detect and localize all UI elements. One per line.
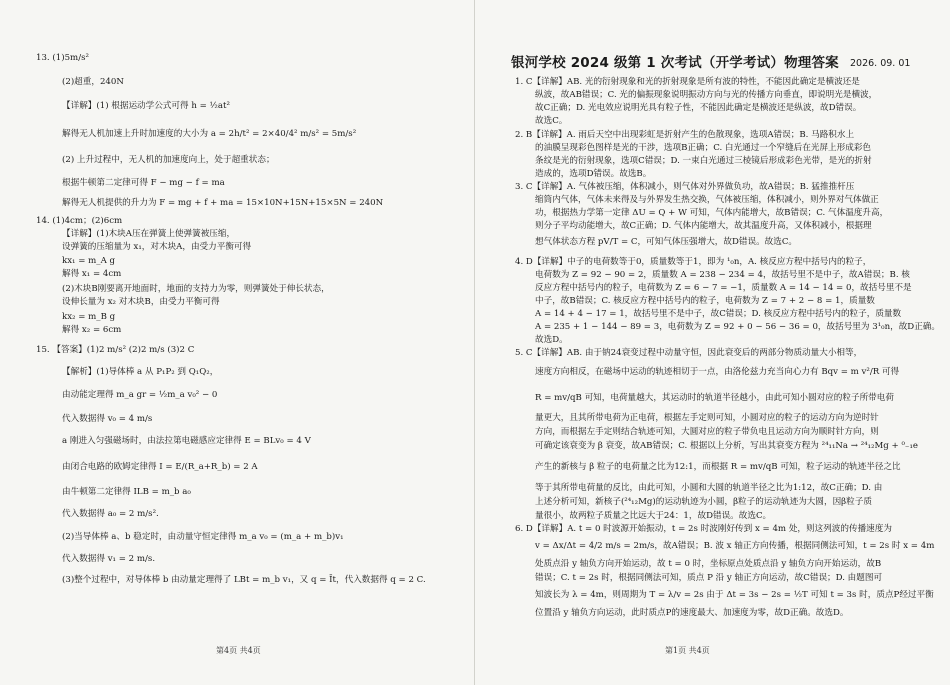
answer-line: (2) 上升过程中，无人机的加速度向上，处于超重状态； <box>62 155 275 165</box>
answer-line: (2)当导体棒 a、b 稳定时，由动量守恒定律得 m_a v₀ = (m_a + m_b)v₁ <box>62 532 344 542</box>
answer-line: 造成的，选项D错误。故选B。 <box>535 169 652 179</box>
answer-line: 代入数据得 a₀ = 2 m/s². <box>62 509 159 519</box>
answer-line: 故选D。 <box>535 335 568 345</box>
answer-line: 可确定该衰变为 β 衰变，故AB错误；C. 根据以上分析，写出其衰变方程为 ²⁴₁₁Na → ²⁴₁₂Mg + ⁰₋₁e <box>535 441 918 451</box>
answer-line: 上述分析可知，新核子(²⁴₁₂Mg)的运动轨迹为小圆，β粒子的运动轨迹为大圆，因β粒子质 <box>535 497 872 507</box>
answer-line: 由闭合电路的欧姆定律得 I = E/(R_a+R_b) = 2 A <box>62 462 258 472</box>
answer-line: 条纹是光的衍射现象，选项C错误；D. 一束白光通过三棱镜后形成彩色光带，是光的折射 <box>535 156 872 166</box>
answer-line: 方向，而根据左手定则结合轨迹可知，大圆对应的粒子带负电且运动方向为顺时针方向，则 <box>535 427 879 437</box>
answer-line: 解得 x₁ = 4cm <box>62 269 122 279</box>
answer-line: 等于其所带电荷量的反比，由此可知，小圆和大圆的轨道半径之比为1:12，故C正确；D. 由 <box>535 483 883 493</box>
answer-line: 解得无人机加速上升时加速度的大小为 a = 2h/t² = 2×40/4² m/s² = 5m/s² <box>62 129 357 139</box>
answer-line: 解得无人机提供的升力为 F = mg + f + ma = 15×10N+15N+15×5N = 240N <box>62 198 384 208</box>
answer-line: (3)整个过程中，对导体棒 b 由动量定理得了 LBt = m_b v₁，又 q = Īt，代入数据得 q = 2 C. <box>62 575 426 585</box>
answer-line: 根据牛顿第二定律可得 F − mg − f = ma <box>62 178 225 188</box>
answer-line: 【详解】(1)木块A压在弹簧上使弹簧被压缩， <box>62 229 236 239</box>
document-date: 2026. 09. 01 <box>850 58 911 69</box>
answer-line: 设弹簧的压缩量为 x₁，对木块A，由受力平衡可得 <box>62 242 252 252</box>
answer-line: 缩筒内气体，气体未来得及与外界发生热交换，气体被压缩，体积减小，则外界对气体做正 <box>535 195 879 205</box>
answer-line: 【解析】(1)导体棒 a 从 P₁P₂ 到 Q₁Q₂， <box>62 367 219 377</box>
answer-line: A = 14 + 4 − 17 = 1，故括号里不是中子，故C错误；D. 核反应方程中括号内的粒子，质量数 <box>535 309 902 319</box>
answer-line: kx₁ = m_A g <box>62 256 116 266</box>
answer-line: 中子，故B错误；C. 核反应方程中括号内的粒子，电荷数为 Z = 7 + 2 − 8 = 1，质量数 <box>535 296 875 306</box>
right-page <box>475 0 950 685</box>
answer-line: 5. C【详解】AB. 由于钠24衰变过程中动量守恒，因此衰变后的两部分物质动量大小相等， <box>515 348 863 358</box>
answer-line: 位置沿 y 轴负方向运动，此时质点P的速度最大、加速度为零，故D正确。故选D。 <box>535 608 849 618</box>
answer-line: 反应方程中括号内的粒子，电荷数为 Z = 6 − 7 = −1，质量数 A = 14 − 14 = 0，故括号里不是 <box>535 283 912 293</box>
answer-line: 设伸长量为 x₂ 对木块B，由受力平衡可得 <box>62 297 220 307</box>
answer-line: 2. B【详解】A. 雨后天空中出现彩虹是折射产生的色散现象，选项A错误；B. 马路积水上 <box>515 130 855 140</box>
answer-line: 处质点沿 y 轴负方向开始运动，故 t = 0 时，坐标原点处质点沿 y 轴负方向开始运动，故B <box>535 559 882 569</box>
answer-line: 代入数据得 v₁ = 2 m/s. <box>62 554 156 564</box>
answer-line: a 刚进入匀强磁场时，由法拉第电磁感应定律得 E = BLv₀ = 4 V <box>62 436 311 446</box>
answer-line: 由动能定理得 m_a gr = ½m_a v₀² − 0 <box>62 390 218 400</box>
answer-line: A = 235 + 1 − 144 − 89 = 3，电荷数为 Z = 92 + 0 − 56 − 36 = 0，故括号里为 3¹₀n，故D正确。 <box>535 322 940 332</box>
answer-line: 【详解】(1) 根据运动学公式可得 h = ½at² <box>62 101 230 111</box>
answer-line: 功，根据热力学第一定律 ΔU = Q + W 可知，气体内能增大，故B错误；C. 气体温度升高， <box>535 208 889 218</box>
answer-line: 1. C【详解】AB. 光的衍射现象和光的折射现象是所有波的特性，不能因此确定是横波还是 <box>515 77 860 87</box>
answer-line: 则分子平均动能增大，故C正确；D. 气体内能增大，故其温度升高，又体积减小，根据理 <box>535 221 872 231</box>
answer-line: 纵波，故AB错误；C. 光的偏振现象说明振动方向与光的传播方向垂直，即说明光是横波， <box>535 90 878 100</box>
answer-line: v = Δx/Δt = 4/2 m/s = 2m/s，故A错误；B. 波 x 轴正方向传播，根据同侧法可知，t = 2s 时 x = 4m <box>535 541 935 551</box>
document-title: 银河学校 2024 级第 1 次考试（开学考试）物理答案 <box>511 55 839 71</box>
answer-line: 故选C。 <box>535 116 568 126</box>
answer-line: 电荷数为 Z = 92 − 90 = 2，质量数 A = 238 − 234 = 4，故括号里不是中子，故A错误；B. 核 <box>535 270 910 280</box>
answer-line: 3. C【详解】A. 气体被压缩，体积减小，则气体对外界做负功，故A错误；B. 猛推推杆压 <box>515 182 855 192</box>
left-page-footer: 第4页 共4页 <box>216 646 261 655</box>
answer-line: 由牛顿第二定律得 ILB = m_b a₀ <box>62 487 191 497</box>
answer-line: (2)木块B刚要离开地面时，地面的支持力为零，则弹簧处于伸长状态， <box>62 284 330 294</box>
answer-line: 错误；C. t = 2s 时，根据同侧法可知，质点 P 沿 y 轴正方向运动，故C错误；D. 由题图可 <box>535 573 883 583</box>
answer-line: 4. D【详解】中子的电荷数等于0，质量数等于1，即为 ¹₀n，A. 核反应方程中括号内的粒子， <box>515 257 872 267</box>
answer-line: 速度方向相反，在磁场中运动的轨迹相切于一点，由洛伦兹力充当向心力有 Bqv = m v²/R 可得 <box>535 367 900 377</box>
answer-line: R = mv/qB 可知，电荷量越大，其运动时的轨道半径越小，由此可知小圆对应的粒子所带电荷 <box>535 393 894 403</box>
answer-line: 知波长为 λ = 4m，则周期为 T = λ/v = 2s 由于 Δt = 3s − 2s = ½T 可知 t = 3s 时，质点P经过平衡 <box>535 590 934 600</box>
answer-line: 产生的新核与 β 粒子的电荷量之比为12:1，而根据 R = mv/qB 可知，粒子运动的轨迹半径之比 <box>535 462 901 472</box>
answer-line: 解得 x₂ = 6cm <box>62 325 122 335</box>
answer-line: 6. D【详解】A. t = 0 时波源开始振动，t = 2s 时波刚好传到 x = 4m 处，则这列波的传播速度为 <box>515 524 892 534</box>
answer-line: 的油膜呈现彩色图样是光的干涉，选项B正确；C. 白光通过一个窄缝后在光屏上形成彩色 <box>535 143 872 153</box>
answer-line: 14. (1)4cm；(2)6cm <box>36 216 123 226</box>
answer-line: 代入数据得 v₀ = 4 m/s <box>62 414 153 424</box>
answer-line: (2)超重，240N <box>62 77 124 87</box>
answer-line: 15. 【答案】(1)2 m/s² (2)2 m/s (3)2 C <box>36 345 195 355</box>
answer-line: 量很小，故两粒子质量之比远大于24：1，故D错误。故选C。 <box>535 511 772 521</box>
answer-line: 量更大，且其所带电荷为正电荷，根据左手定则可知，小圆对应的粒子的运动方向为逆时针 <box>535 413 879 423</box>
answer-line: 13. (1)5m/s² <box>36 53 89 63</box>
answer-line: kx₂ = m_B g <box>62 312 116 322</box>
right-page-footer: 第1页 共4页 <box>665 646 710 655</box>
answer-line: 故C正确；D. 光电效应说明光具有粒子性，不能因此确定是横波还是纵波，故D错误。 <box>535 103 862 113</box>
answer-line: 想气体状态方程 pV/T = C，可知气体压强增大，故D错误。故选C。 <box>535 237 798 247</box>
